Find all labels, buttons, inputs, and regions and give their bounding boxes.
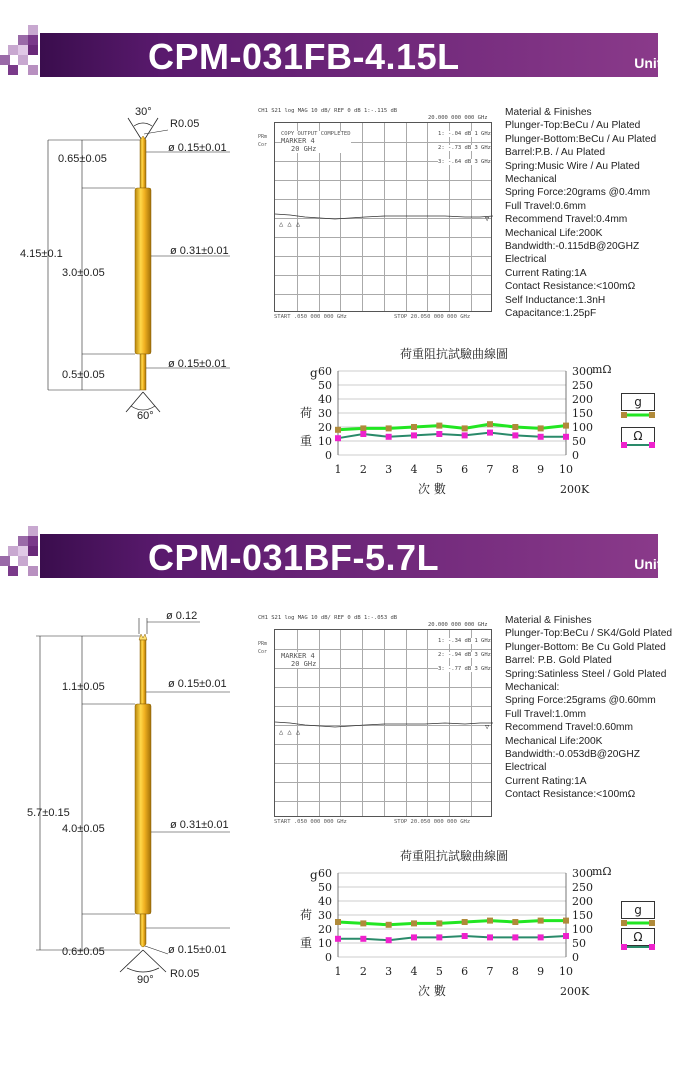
y-tick-right: 0 (572, 449, 579, 462)
spec-line: Plunger-Top:BeCu / SK4/Gold Plated (505, 628, 673, 640)
data-point-g (563, 423, 569, 429)
series-line-ohm (338, 936, 566, 940)
data-point-g (462, 919, 468, 925)
data-point-ohm (512, 934, 518, 940)
y-axis-unit-right: mΩ (592, 865, 612, 878)
product-section-2 (0, 520, 697, 1065)
spec-line: Contact Resistance:<100mΩ (505, 789, 636, 801)
dia-barrel: ø 0.31±0.01 (170, 819, 229, 831)
y-tick-right: 300 (572, 365, 593, 378)
y-tick-right: 200 (572, 393, 593, 406)
x-tick: 2 (359, 965, 367, 978)
dia-plunger-top: ø 0.15±0.01 (168, 142, 227, 154)
vna-footer (274, 314, 492, 320)
y-axis-label-char: 荷 (300, 406, 313, 420)
series-line-g (338, 921, 566, 925)
x-tick: 1 (334, 463, 342, 476)
len-plunger-top: 0.65±0.05 (58, 153, 107, 165)
total-length: 4.15±0.1 (20, 248, 63, 260)
data-point-ohm (386, 937, 392, 943)
data-point-g (538, 918, 544, 924)
product-section-1 (0, 0, 697, 520)
spec-line: Spring:Music Wire / Au Plated (505, 160, 640, 172)
spec-line: Current Rating:1A (505, 267, 587, 279)
x-tick: 6 (461, 463, 469, 476)
data-point-g (411, 424, 417, 430)
len-plunger-bottom: 0.5±0.05 (62, 369, 105, 381)
vna-start: START .050 000 000 GHz (274, 314, 347, 320)
data-point-g (386, 922, 392, 928)
y-axis-label-char: 重 (300, 434, 313, 448)
spec-line: Plunger-Bottom:BeCu / Au Plated (505, 133, 657, 145)
y-tick-right: 50 (572, 435, 586, 448)
data-point-ohm (360, 431, 366, 437)
spec-line: Material & Finishes (505, 615, 592, 626)
data-point-ohm (538, 934, 544, 940)
series-line-g (338, 424, 566, 430)
spec-line: Full Travel:1.0mm (505, 708, 586, 720)
data-point-ohm (436, 431, 442, 437)
chart-title: 荷重阻抗試驗曲線圖 (400, 849, 509, 863)
unit-label: Unit:mm (634, 556, 691, 572)
spec-line: Bandwidth:-0.115dB@20GHZ (505, 241, 640, 253)
vna-marker-2: 2: -.94 dB 3 GHz (438, 652, 491, 658)
spec-line: Capacitance:1.25pF (505, 308, 597, 320)
spec-line: Electrical (505, 254, 547, 266)
spec-line: Barrel: P.B. Gold Plated (505, 655, 612, 667)
y-tick-left: 0 (325, 951, 332, 964)
data-point-ohm (563, 933, 569, 939)
data-point-g (335, 427, 341, 433)
spec-line: Recommend Travel:0.4mm (505, 214, 628, 226)
y-tick-left: 50 (318, 881, 332, 894)
spec-list (505, 106, 695, 321)
svg-text:▽: ▽ (485, 215, 490, 223)
data-point-ohm (335, 936, 341, 942)
data-point-g (512, 919, 518, 925)
y-tick-left: 40 (318, 393, 332, 406)
spec-line: Mechanical: (505, 682, 560, 694)
y-axis-unit-left: g (310, 366, 318, 380)
vna-stop: STOP 20.050 000 000 GHz (394, 314, 471, 320)
vna-marker-3: 3: -.64 dB 3 GHz (438, 159, 491, 165)
spec-line: Contact Resistance:<100mΩ (505, 281, 636, 293)
y-tick-right: 300 (572, 867, 593, 880)
load-resistance-chart (286, 847, 612, 998)
vna-side-prm: PRm (258, 641, 268, 647)
dia-plunger-bottom: ø 0.15±0.01 (168, 944, 227, 956)
legend-ohm: Ω (621, 427, 655, 445)
chart-title: 荷重阻抗試驗曲線圖 (400, 347, 509, 361)
x-tick: 6 (461, 965, 469, 978)
x-tick: 7 (486, 965, 494, 978)
product-banner (0, 33, 697, 77)
spec-line: Current Rating:1A (505, 775, 587, 787)
spec-line: Spring Force:20grams @0.4mm (505, 187, 651, 199)
legend-ohm-line (621, 438, 655, 452)
y-axis-label-char: 重 (300, 936, 313, 950)
legend-ohm-line (621, 940, 655, 954)
unit-label: Unit:mm (634, 55, 691, 71)
data-point-ohm (335, 435, 341, 441)
vna-start: START .050 000 000 GHz (274, 819, 347, 825)
tip-angle-bottom: 90° (137, 974, 154, 986)
x-tick: 8 (511, 965, 519, 978)
data-point-g (436, 423, 442, 429)
data-point-ohm (563, 434, 569, 440)
data-point-ohm (487, 430, 493, 436)
vna-screen (258, 615, 494, 830)
y-tick-right: 250 (572, 881, 593, 894)
y-tick-right: 50 (572, 937, 586, 950)
data-point-g (411, 920, 417, 926)
x-tick: 10 (559, 463, 573, 476)
y-tick-left: 30 (318, 909, 332, 922)
chart-svg (286, 357, 612, 497)
total-length: 5.7±0.15 (27, 807, 70, 819)
vna-side-cor: Cor (258, 649, 268, 655)
tip-radius: R0.05 (170, 968, 200, 980)
data-point-ohm (512, 432, 518, 438)
vna-header-freq: 20.000 000 000 GHz (428, 622, 488, 628)
vna-marker-1: 1: -.34 dB 1 GHz (438, 638, 491, 644)
x-tick: 3 (385, 463, 393, 476)
vna-side-prm: PRm (258, 134, 268, 140)
tip-angle-bottom: 60° (137, 410, 154, 422)
y-tick-left: 60 (318, 867, 332, 880)
len-plunger-bottom: 0.6±0.05 (62, 946, 105, 958)
x-tick: 7 (486, 463, 494, 476)
x-tick: 5 (435, 463, 443, 476)
x-tick: 4 (410, 965, 418, 978)
data-point-ohm (487, 934, 493, 940)
x-tick: 3 (385, 965, 393, 978)
y-tick-right: 200 (572, 895, 593, 908)
x-tick: 10 (559, 965, 573, 978)
y-tick-right: 150 (572, 909, 593, 922)
data-point-g (563, 918, 569, 924)
y-tick-left: 40 (318, 895, 332, 908)
data-point-ohm (411, 432, 417, 438)
y-tick-left: 10 (318, 435, 332, 448)
data-point-ohm (411, 934, 417, 940)
data-point-g (360, 920, 366, 926)
dia-barrel: ø 0.31±0.01 (170, 245, 229, 257)
data-point-g (512, 424, 518, 430)
y-axis-label-char: 荷 (300, 908, 313, 922)
legend-ohm: Ω (621, 928, 655, 946)
data-point-g (487, 918, 493, 924)
y-tick-right: 100 (572, 421, 593, 434)
pin-drawing (0, 610, 250, 990)
x-axis-unit: 200K (560, 985, 590, 998)
legend-g: g (621, 901, 655, 919)
data-point-ohm (436, 934, 442, 940)
x-tick: 5 (435, 965, 443, 978)
y-tick-left: 10 (318, 937, 332, 950)
spec-line: Self Inductance:1.3nH (505, 294, 606, 306)
y-axis-unit-right: mΩ (592, 363, 612, 376)
pin-drawing (0, 100, 250, 430)
svg-text:△ △ △: △ △ △ (279, 220, 301, 228)
pin-drawing-svg (0, 610, 250, 990)
vna-side-cor: Cor (258, 142, 268, 148)
y-tick-left: 50 (318, 379, 332, 392)
y-tick-left: 60 (318, 365, 332, 378)
spec-list (505, 614, 695, 802)
x-axis-label: 次 數 (418, 482, 446, 496)
x-axis-unit: 200K (560, 483, 590, 496)
svg-text:▽: ▽ (485, 723, 490, 731)
spec-line: Plunger-Bottom: Be Cu Gold Plated (505, 641, 666, 653)
y-tick-left: 30 (318, 407, 332, 420)
tip-radius: R0.05 (170, 118, 200, 130)
spec-line: Bandwidth:-0.053dB@20GHZ (505, 749, 640, 761)
vna-marker-2: 2: -.73 dB 3 GHz (438, 145, 491, 151)
x-axis-label: 次 數 (418, 984, 446, 998)
y-axis-unit-left: g (310, 868, 318, 882)
y-tick-left: 20 (318, 923, 332, 936)
data-point-ohm (360, 936, 366, 942)
x-tick: 2 (359, 463, 367, 476)
spec-line: Mechanical Life:200K (505, 227, 603, 239)
svg-text:△ △ △: △ △ △ (279, 728, 301, 736)
x-tick: 8 (511, 463, 519, 476)
spec-line: Spring Force:25grams @0.60mm (505, 695, 656, 707)
mosaic-logo (0, 526, 44, 578)
product-banner (0, 534, 697, 578)
data-point-ohm (462, 432, 468, 438)
mosaic-logo (0, 25, 44, 77)
spec-line: Mechanical Life:200K (505, 735, 603, 747)
vna-header: CH1 S21 log MAG 10 dB/ REF 0 dB 1:-.053 dB (258, 615, 398, 621)
vna-screen (258, 108, 494, 323)
spec-line: Spring:Satinless Steel / Gold Plated (505, 668, 667, 680)
spec-line: Electrical (505, 762, 547, 774)
spec-line: Full Travel:0.6mm (505, 200, 586, 212)
chart-svg (286, 859, 612, 999)
data-point-g (386, 425, 392, 431)
data-point-g (436, 920, 442, 926)
vna-header: CH1 S21 log MAG 10 dB/ REF 0 dB 1:-.115 dB (258, 108, 398, 114)
data-point-g (538, 425, 544, 431)
y-tick-right: 150 (572, 407, 593, 420)
data-point-g (335, 919, 341, 925)
data-point-ohm (386, 434, 392, 440)
x-tick: 9 (537, 965, 545, 978)
y-tick-left: 20 (318, 421, 332, 434)
vna-grid (274, 629, 492, 817)
spec-line: Mechanical (505, 174, 557, 186)
product-title: CPM-031FB-4.15L (148, 36, 460, 77)
barrel-length: 4.0±0.05 (62, 823, 105, 835)
tip-top-dia: ø 0.12 (166, 610, 198, 622)
data-point-g (462, 425, 468, 431)
vna-marker-1: 1: -.04 dB 1 GHz (438, 131, 491, 137)
data-point-ohm (462, 933, 468, 939)
vna-marker-3: 3: -.77 dB 3 GHz (438, 666, 491, 672)
y-tick-right: 0 (572, 951, 579, 964)
vna-header-freq: 20.000 000 000 GHz (428, 115, 488, 121)
data-point-g (487, 421, 493, 427)
y-tick-left: 0 (325, 449, 332, 462)
data-point-g (360, 425, 366, 431)
spec-line: Barrel:P.B. / Au Plated (505, 147, 606, 159)
series-line-ohm (338, 433, 566, 439)
x-tick: 4 (410, 463, 418, 476)
x-tick: 1 (334, 965, 342, 978)
len-plunger-top: 1.1±0.05 (62, 681, 105, 693)
x-tick: 9 (537, 463, 545, 476)
spec-line: Recommend Travel:0.60mm (505, 722, 633, 734)
dia-plunger-top: ø 0.15±0.01 (168, 678, 227, 690)
vna-marker-box: COPY OUTPUT COMPLETED MARKER 4 20 GHz (281, 131, 351, 153)
tip-angle-top: 30° (135, 106, 152, 118)
product-title: CPM-031BF-5.7L (148, 537, 440, 578)
y-tick-right: 250 (572, 379, 593, 392)
vna-marker-box: MARKER 4 20 GHz (281, 652, 317, 668)
y-tick-right: 100 (572, 923, 593, 936)
legend-g: g (621, 393, 655, 411)
vna-grid (274, 122, 492, 312)
legend-g-line (621, 408, 655, 422)
spec-line: Material & Finishes (505, 107, 592, 118)
vna-stop: STOP 20.050 000 000 GHz (394, 819, 471, 825)
load-resistance-chart (286, 345, 612, 496)
dia-plunger-bottom: ø 0.15±0.01 (168, 358, 227, 370)
spec-line: Plunger-Top:BeCu / Au Plated (505, 120, 641, 132)
data-point-ohm (538, 434, 544, 440)
vna-footer (274, 819, 492, 825)
barrel-length: 3.0±0.05 (62, 267, 105, 279)
